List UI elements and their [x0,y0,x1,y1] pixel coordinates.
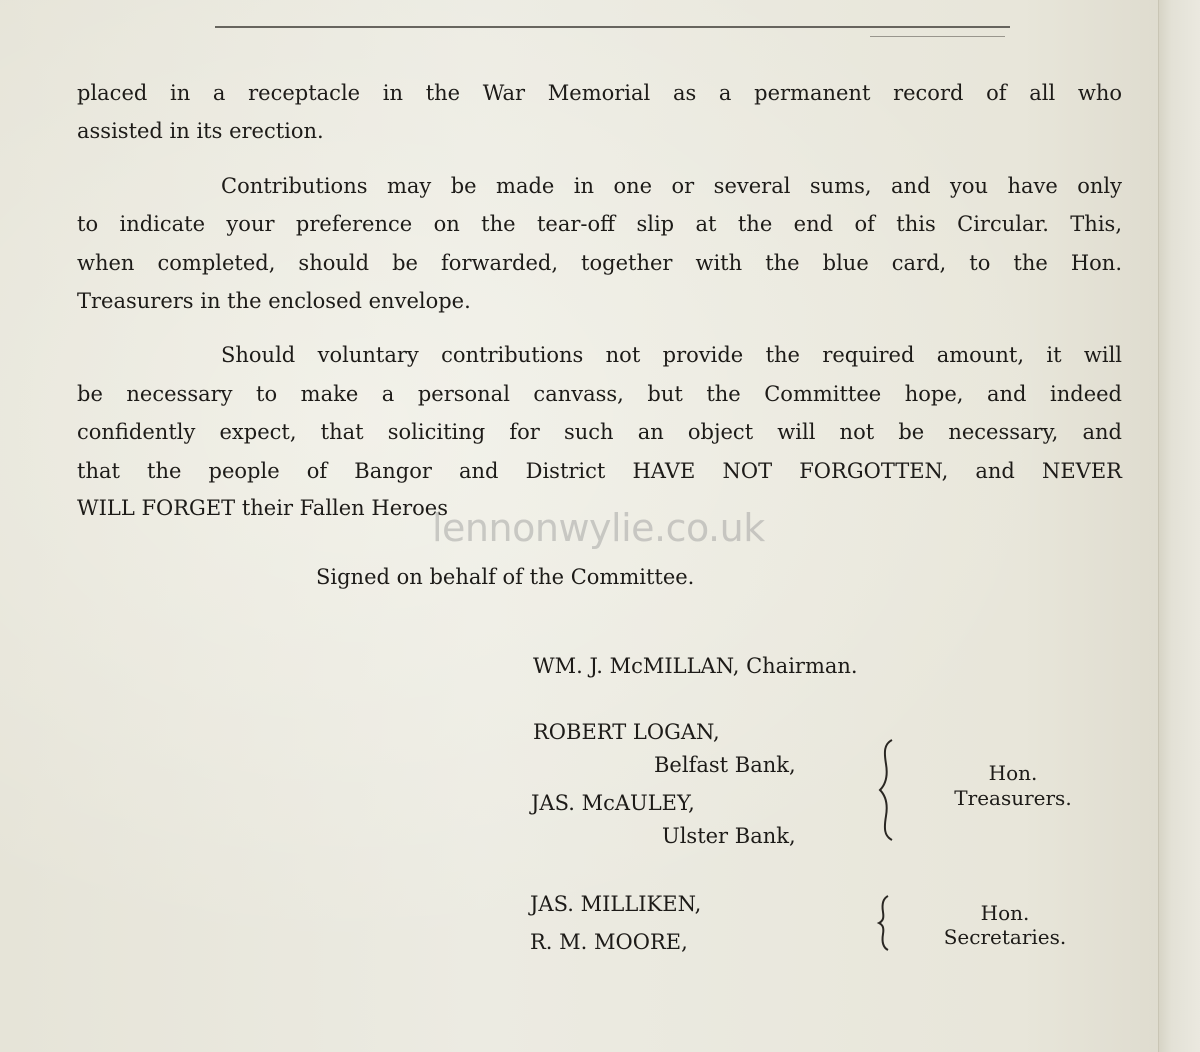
paragraph-1-line-1: placed in a receptacle in the War Memorial as a permanent record of all who [77,81,1122,105]
paragraph-1-line-2: assisted in its erection. [77,119,324,143]
secretary-2-name: R. M. MOORE, [530,930,688,954]
secretary-1-name: JAS. MILLIKEN, [530,892,702,916]
top-rule [215,26,1010,28]
treasurer-1-bank: Belfast Bank, [654,753,796,777]
secretaries-role-line-1: Hon. [980,901,1030,925]
treasurer-2-name: JAS. McAULEY, [531,791,695,815]
treasurers-role-line-1: Hon. [988,761,1038,785]
chairman-signature: WM. J. McMILLAN, Chairman. [533,654,858,678]
paragraph-3-line-2: be necessary to make a personal canvass, but the Committee hope, and indeed [77,382,1122,406]
paragraph-3-line-4: that the people of Bangor and District HAVE NOT FORGOTTEN, and NEVER [77,459,1122,483]
paragraph-2-line-3: when completed, should be forwarded, together with the blue card, to the Hon. [77,251,1122,275]
treasurers-role-line-2: Treasurers. [954,786,1072,810]
treasurers-brace [874,738,898,842]
paragraph-3-line-3: confidently expect, that soliciting for such an object will not be necessary, and [77,420,1122,444]
treasurer-1-name: ROBERT LOGAN, [533,720,720,744]
paragraph-2-line-1: Contributions may be made in one or several sums, and you have only [221,174,1122,198]
secretaries-role-line-2: Secretaries. [943,925,1067,949]
treasurer-2-bank: Ulster Bank, [662,824,796,848]
top-rule-tail [870,36,1005,37]
paragraph-2-line-2: to indicate your preference on the tear-off slip at the end of this Circular. This, [77,212,1122,236]
page-edge [1158,0,1200,1052]
paragraph-2-line-4: Treasurers in the enclosed envelope. [77,289,471,313]
paragraph-3-line-5: WILL FORGET their Fallen Heroes [77,496,449,520]
watermark-text: lennonwylie.co.uk [432,506,765,550]
secretaries-brace [874,894,894,952]
paragraph-3-line-1: Should voluntary contributions not provide the required amount, it will [221,343,1122,367]
signed-line: Signed on behalf of the Committee. [316,565,695,589]
